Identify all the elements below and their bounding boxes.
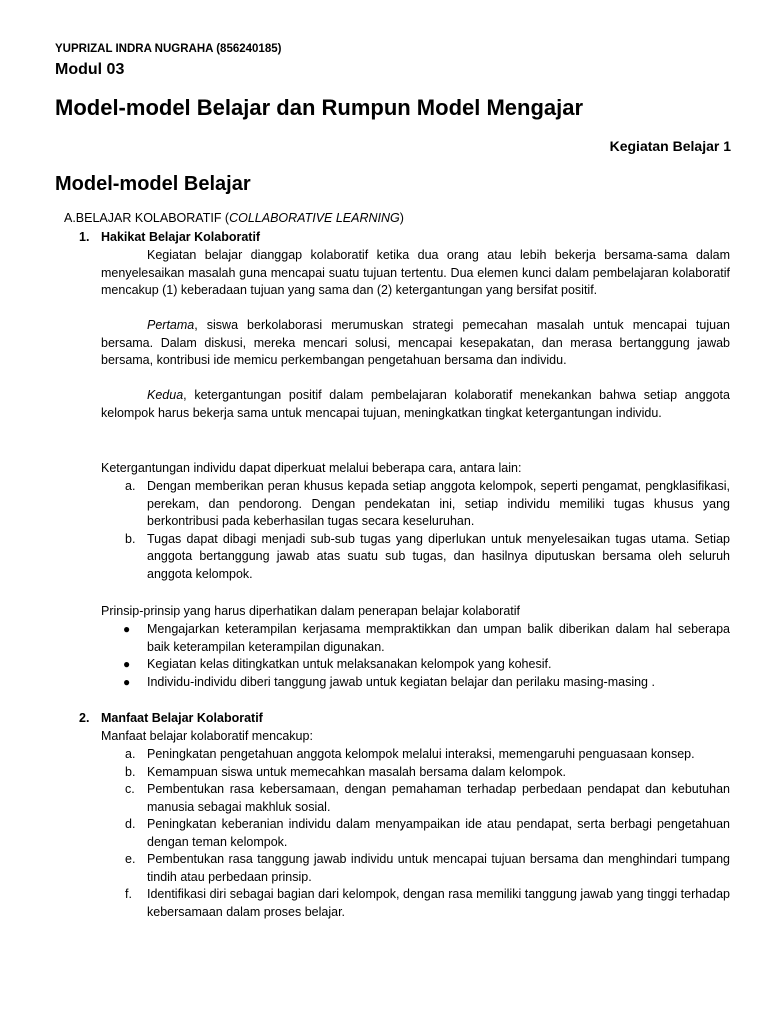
principles-list [101,621,730,691]
section-a-heading: A.BELAJAR KOLABORATIF (COLLABORATIVE LEARNING) [64,211,404,225]
list-item: a. Dengan memberikan peran khusus kepada setiap anggota kelompok, seperti pengamat, pengklasifikasi, perekam, dan pendorong. Dengan pendekatan ini, setiap individu memiliki tugas khusus yang berkontribusi pada keberhasilan tugas secara keseluruhan. [125,479,730,528]
paragraph-3: Kedua, ketergantungan positif dalam pembelajaran kolaboratif menekankan bahwa setiap anggota kelompok harus bekerja sama untuk mencapai tujuan, meningkatkan tingkat ketergantungan individu. [101,388,730,420]
principles-intro: Prinsip-prinsip yang harus diperhatikan dalam penerapan belajar kolaboratif [101,604,521,618]
list-intro: Ketergantungan individu dapat diperkuat melalui beberapa cara, antara lain: [101,461,522,475]
kegiatan-label: Kegiatan Belajar 1 [609,138,731,154]
list-item: b. Kemampuan siswa untuk memecahkan masalah bersama dalam kelompok. [125,764,566,779]
list-item: ● Individu-individu diberi tanggung jawab untuk kegiatan belajar dan perilaku masing-masing . [101,674,730,692]
item-2-number: 2. [79,711,90,725]
item-2-heading: Manfaat Belajar Kolaboratif [101,711,263,725]
list-item: d. Peningkatan keberanian individu dalam menyampaikan ide atau pendapat, serta berbagi pengetahuan dengan teman kelompok. [125,817,730,849]
list-item: c. Pembentukan rasa kebersamaan, dengan pemahaman terhadap perbedaan pendapat dan kebutuhan manusia sebagai makhluk sosial. [125,782,730,814]
benefits-list [101,746,730,921]
list-item: a. Peningkatan pengetahuan anggota kelompok melalui interaksi, memengaruhi penguasaan konsep. [125,747,695,761]
list-item: e. Pembentukan rasa tanggung jawab individu untuk mencapai tujuan bersama dan menghindari tumpang tindih atau perbedaan prinsip. [125,852,730,884]
bullet-icon: ● [123,674,131,689]
benefits-intro: Manfaat belajar kolaboratif mencakup: [101,729,313,743]
bullet-icon: ● [123,622,131,636]
author-line: YUPRIZAL INDRA NUGRAHA (856240185) [55,43,282,55]
item-1-number: 1. [79,230,90,244]
section-subtitle: Model-model Belajar [55,173,251,195]
list-item: ● Kegiatan kelas ditingkatkan untuk melaksanakan kelompok yang kohesif. [101,656,730,674]
page-title: Model-model Belajar dan Rumpun Model Mengajar [55,95,584,120]
dependency-list [101,478,730,583]
list-item: ● Mengajarkan keterampilan kerjasama mempraktikkan dan umpan balik diberikan dalam hal seberapa baik keterampilan keterampilan digunakan. [123,622,730,654]
modul-label: Modul 03 [55,61,125,78]
paragraph-1: Kegiatan belajar dianggap kolaboratif ketika dua orang atau lebih bekerja bersama-sama dalam menyelesaikan masalah guna mencapai suatu tujuan tertentu. Dua elemen kunci dalam pembelajaran kolaboratif mencakup (1) keberadaan tujuan yang sama dan (2) ketergantungan yang bersifat positif. [101,248,730,297]
list-item: f. Identifikasi diri sebagai bagian dari kelompok, dengan rasa memiliki tanggung jawab yang tinggi terhadap kebersamaan dalam proses belajar. [125,887,730,919]
item-1-heading: Hakikat Belajar Kolaboratif [101,230,261,244]
list-item: b. Tugas dapat dibagi menjadi sub-sub tugas yang diperlukan untuk menyelesaikan tugas utama. Setiap anggota bertanggung jawab atas suatu sub tugas, dan hasilnya diputuskan bersama oleh seluruh anggota kelompok. [125,531,730,581]
paragraph-2: Pertama, siswa berkolaborasi merumuskan strategi pemecahan masalah untuk mencapai tujuan bersama. Dalam diskusi, mereka mencari solusi, mencapai kesepakatan, dan merasa bertanggung jawab bersama, kontribusi ide memicu perkembangan pengetahuan bersama dan individu. [101,318,730,367]
bullet-icon: ● [123,657,131,671]
